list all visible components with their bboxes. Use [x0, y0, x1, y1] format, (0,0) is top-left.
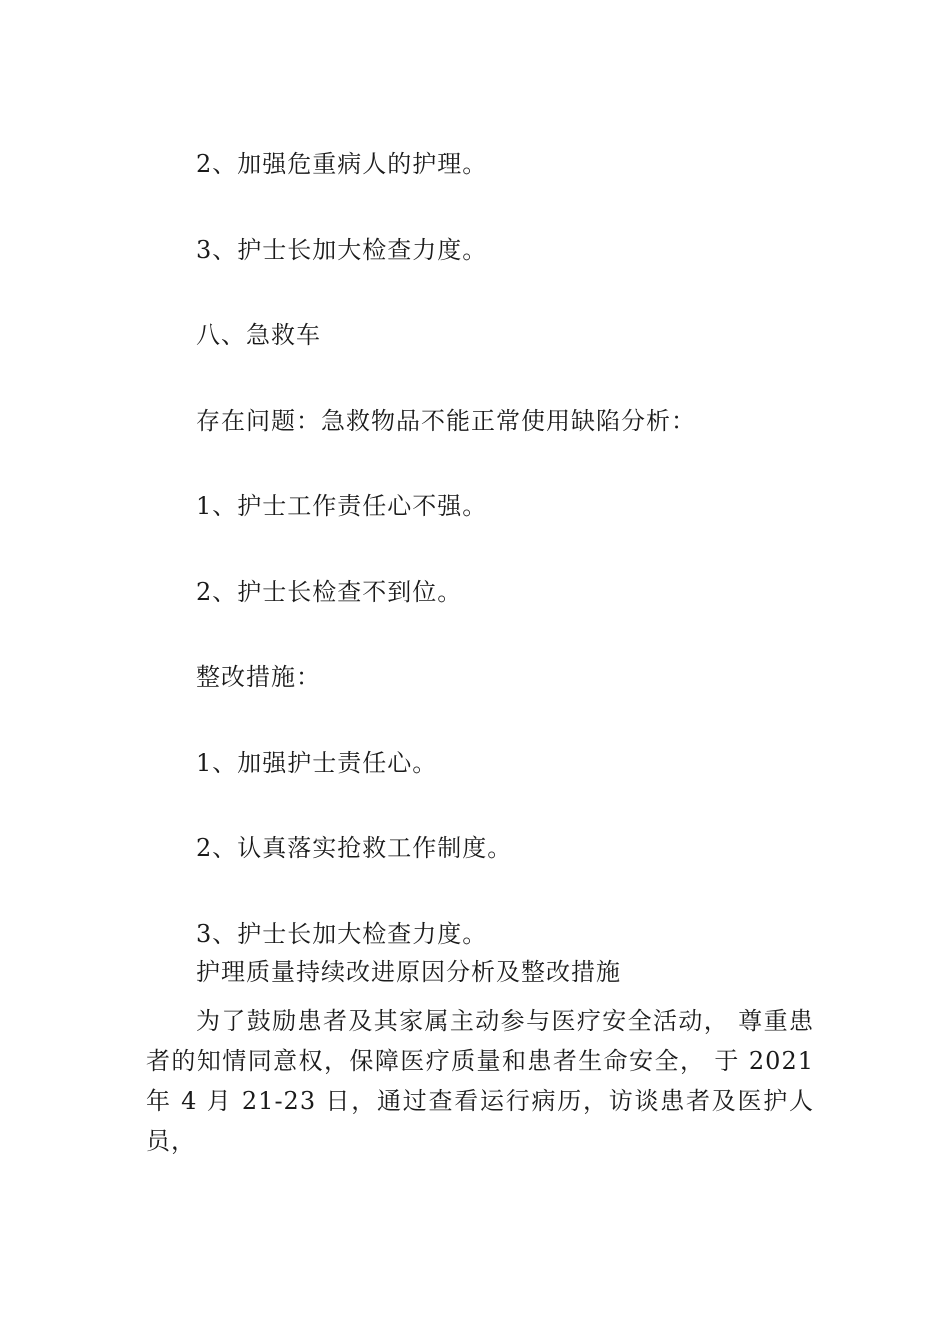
text-line: 存在问题：急救物品不能正常使用缺陷分析：	[196, 407, 696, 435]
text-line: 整改措施：	[196, 663, 321, 691]
body-paragraph: 为了鼓励患者及其家属主动参与医疗安全活动， 尊重患者的知情同意权，保障医疗质量和患者生命安全， 于 2021 年 4 月 21-23 日，通过查看运行病历，访谈患者及医护人员，	[146, 1007, 814, 1155]
document-title: 护理质量持续改进原因分析及整改措施	[196, 958, 621, 986]
text-line: 1、护士工作责任心不强。	[196, 492, 488, 520]
text-line: 2、加强危重病人的护理。	[196, 150, 488, 178]
text-line: 3、护士长加大检查力度。	[196, 920, 488, 948]
text-line: 3、护士长加大检查力度。	[196, 236, 488, 264]
text-line: 2、认真落实抢救工作制度。	[196, 834, 513, 862]
text-line: 1、加强护士责任心。	[196, 749, 438, 777]
section-heading: 八、急救车	[196, 321, 321, 349]
text-line: 2、护士长检查不到位。	[196, 578, 463, 606]
